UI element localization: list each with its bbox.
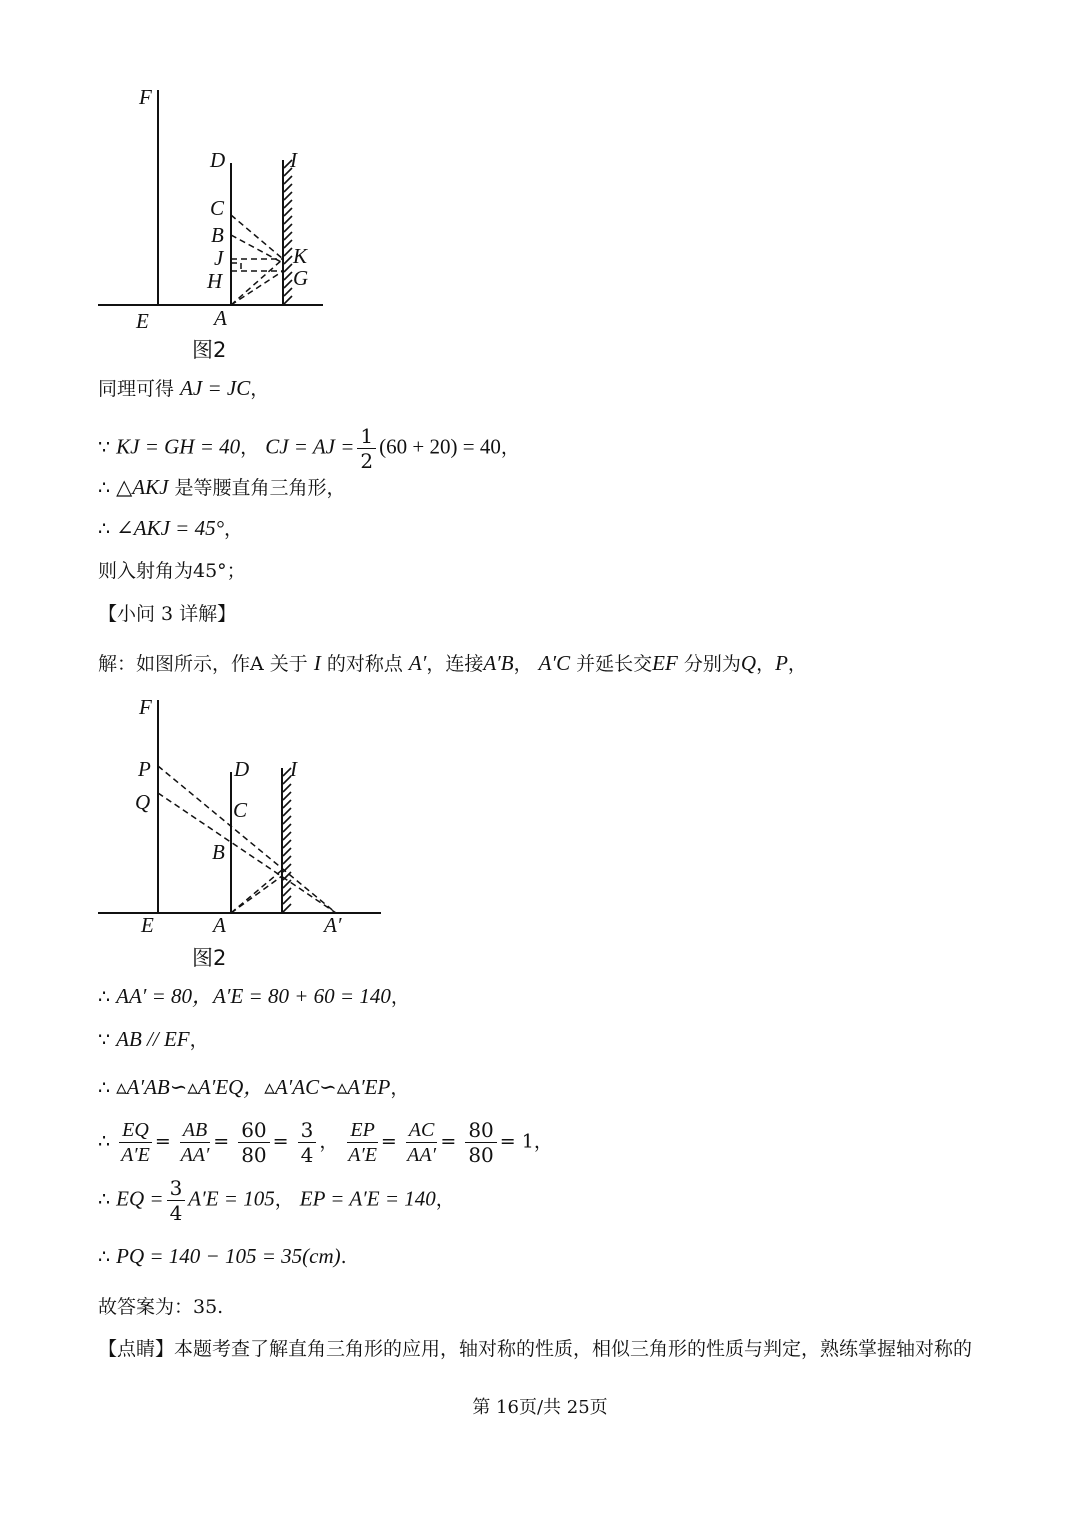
label-p: P [138, 757, 151, 781]
line-3: ∴ △AKJ 是等腰直角三角形， [98, 475, 346, 499]
line-11: ∴ $\frac{EQ}{A'E}$ = $\frac{AB}{AA'}$ = $\frac{60}{80}$ = $\frac{3}{4}$ ， $\frac{EP}{A'E}$ = $\frac{AC}{AA'}$ = $\frac{80}{80}$ = 1， [98, 1118, 553, 1167]
dashed-rays [231, 215, 283, 305]
figure-2 [90, 690, 390, 940]
label-i: I [290, 148, 297, 172]
note-line: 【点睛】本题考查了解直角三角形的应用，轴对称的性质，相似三角形的性质与判定，熟练掌握轴对称的 [98, 1338, 973, 1360]
label-d: D [234, 757, 250, 781]
mirror-hatch [284, 160, 292, 304]
label-b: B [212, 840, 225, 864]
answer-line: 故答案为：35. [98, 1296, 224, 1318]
line-5: 则入射角为45°； [98, 560, 246, 582]
line-13: ∴ PQ = 140 − 105 = 35(cm). [98, 1244, 347, 1268]
label-c: C [233, 798, 248, 822]
label-i: I [290, 757, 297, 781]
figure-1 [90, 85, 340, 335]
line-1: 同理可得 AJ = JC， [98, 376, 270, 400]
line-10: ∴ ▵A′AB∽▵A′EQ，▵A′AC∽▵A′EP， [98, 1075, 410, 1099]
line-7: 解：如图所示，作A 关于 I 的对称点 A′，连接A′B， A′C 并延长交EF 分别为Q，P， [98, 651, 807, 675]
label-j: J [214, 246, 224, 270]
line-4: ∴ ∠AKJ = 45°， [98, 516, 243, 540]
label-b: B [211, 223, 224, 247]
section-heading: 【小问 3 详解】 [98, 603, 237, 625]
label-a-prime: A′ [324, 913, 342, 937]
label-h: H [207, 269, 223, 293]
label-e: E [141, 913, 154, 937]
label-c: C [210, 196, 225, 220]
label-f: F [139, 85, 152, 109]
line-9: ∵ AB // EF， [98, 1027, 209, 1051]
label-q: Q [135, 790, 151, 814]
figure-2-caption: 图2 [192, 946, 227, 970]
dashed-rays [158, 766, 336, 913]
label-d: D [210, 148, 226, 172]
label-a: A [214, 306, 227, 330]
mirror-hatch [283, 768, 291, 912]
line-12: ∴ EQ = $\frac{3}{4}$ A′E = 105， EP = A′E = 140， [98, 1176, 455, 1225]
label-k: K [293, 244, 308, 268]
line-2: ∵ KJ = GH = 40， CJ = AJ = $\frac{1}{2}$ (60 + 20) = 40， [98, 424, 520, 473]
label-f: F [139, 695, 152, 719]
figure-1-caption: 图2 [192, 338, 227, 362]
page-footer: 第 16页/共 25页 [472, 1397, 608, 1418]
label-e: E [136, 309, 149, 333]
label-g: G [293, 266, 309, 290]
label-a: A [213, 913, 226, 937]
line-8: ∴ AA′ = 80，A′E = 80 + 60 = 140， [98, 984, 410, 1008]
